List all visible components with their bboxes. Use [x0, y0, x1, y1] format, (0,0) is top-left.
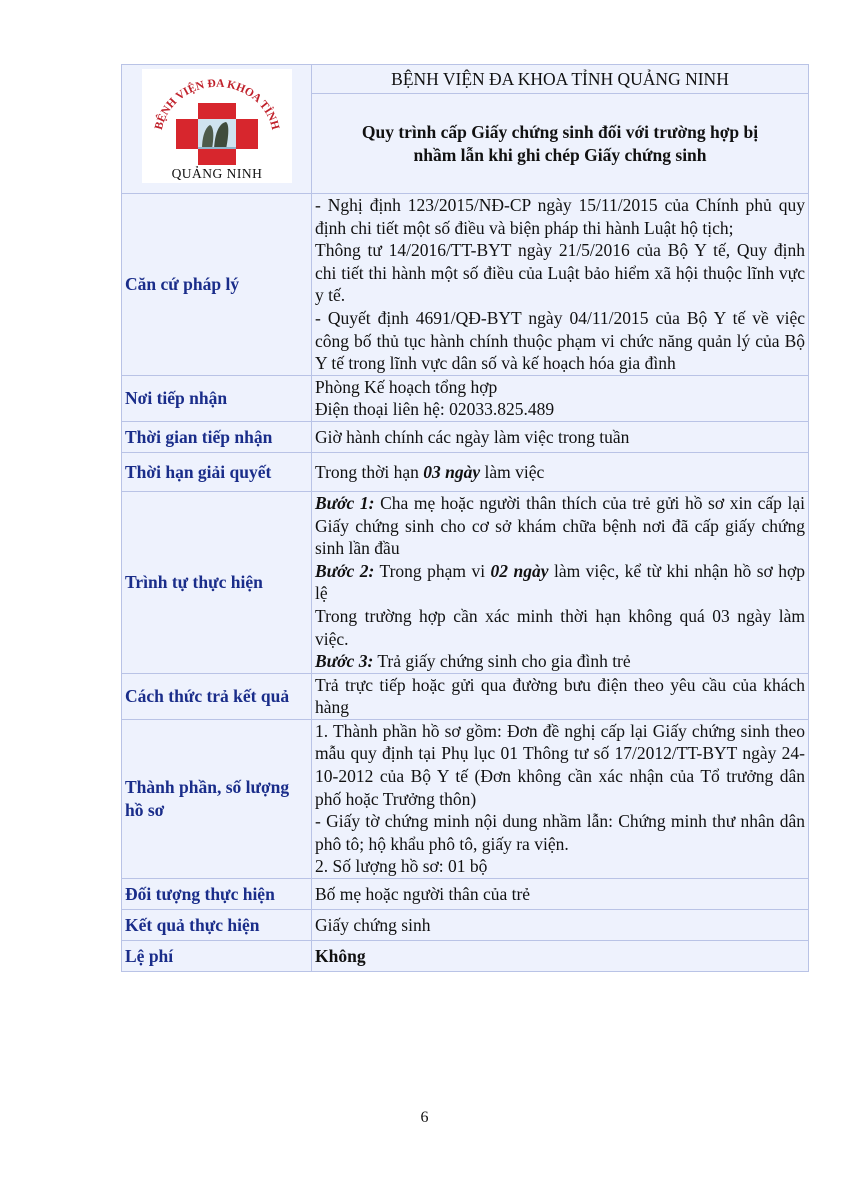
- receiving-place-label: Nơi tiếp nhận: [122, 375, 312, 421]
- subjects-value: Bố mẹ hoặc người thân của trẻ: [312, 879, 809, 910]
- legal-basis-row: [122, 194, 809, 376]
- document-title-line-1: Quy trình cấp Giấy chứng sinh đối với trường hợp bị: [361, 121, 759, 142]
- hospital-name: BỆNH VIỆN ĐA KHOA TỈNH QUẢNG NINH: [312, 65, 809, 94]
- dossier-components: 1. Thành phần hồ sơ gồm: Đơn đề nghị cấp lại Giấy chứng sinh theo mẫu quy định tại Phụ lục 01 Thông tư số 17/2012/TT-BYT ngày 24-10-2012 của Bộ Y tế (Đơn không cần xác nhận của Tổ trưởng dân phố hoặc Trưởng thôn): [315, 720, 805, 809]
- step-2-label: Bước 2:: [315, 560, 375, 581]
- dossier-label: Thành phần, số lượng hồ sơ: [122, 719, 312, 878]
- fee-value: Không: [312, 941, 809, 972]
- return-method-label: Cách thức trả kết quả: [122, 673, 312, 719]
- result-row: [122, 910, 809, 941]
- document-title-line-2: nhầm lẫn khi ghi chép Giấy chứng sinh: [413, 144, 707, 165]
- fee-row: [122, 941, 809, 972]
- hospital-logo: [122, 65, 312, 194]
- step-1-text: Cha mẹ hoặc người thân thích của trẻ gửi hồ sơ xin cấp lại Giấy chứng sinh cho cơ sở khám chữa bệnh nơi đã cấp giấy chứng sinh lần đầu: [315, 492, 805, 559]
- receiving-place-phone: Điện thoại liên hệ: 02033.825.489: [315, 399, 555, 420]
- legal-basis-value: [312, 194, 809, 376]
- procedure-table: [121, 64, 809, 972]
- procedure-row: [122, 491, 809, 673]
- receiving-place-office: Phòng Kế hoạch tổng hợp: [315, 376, 498, 397]
- return-method-row: [122, 673, 809, 719]
- legal-basis-label: Căn cứ pháp lý: [122, 194, 312, 376]
- dossier-quantity: 2. Số lượng hồ sơ: 01 bộ: [315, 856, 488, 877]
- legal-basis-line: Thông tư 14/2016/TT-BYT ngày 21/5/2016 của Bộ Y tế, Quy định chi tiết thi hành một số điều của Luật bảo hiểm xã hội thuộc lĩnh vực y tế.: [315, 240, 805, 306]
- receiving-place-row: [122, 375, 809, 421]
- step-2-suffix: làm việc, kể từ khi nhận hồ sơ hợp lệ: [315, 560, 806, 604]
- receiving-place-value: [312, 375, 809, 421]
- dossier-proof-documents: - Giấy tờ chứng minh nội dung nhầm lẫn: Chứng minh thư nhân dân phô tô; hộ khẩu phô tô, giấy ra viện.: [315, 811, 805, 854]
- result-label: Kết quả thực hiện: [122, 910, 312, 941]
- hospital-logo-icon: [142, 69, 292, 183]
- procedure-value: [312, 491, 809, 673]
- deadline-emphasis: 03 ngày: [423, 461, 481, 482]
- return-method-value: Trả trực tiếp hoặc gửi qua đường bưu điện theo yêu cầu của khách hàng: [312, 673, 809, 719]
- procedure-step-1: [315, 492, 805, 560]
- result-value: Giấy chứng sinh: [312, 910, 809, 941]
- dossier-value: [312, 719, 809, 878]
- step-2-emphasis: 02 ngày: [490, 560, 549, 581]
- legal-basis-line: - Nghị định 123/2015/NĐ-CP ngày 15/11/2015 của Chính phủ quy định chi tiết một số điều và biện pháp thi hành Luật hộ tịch;: [315, 195, 805, 238]
- step-3-label: Bước 3:: [315, 651, 374, 672]
- header-row: [122, 65, 809, 94]
- step-3-text: Trả giấy chứng sinh cho gia đình trẻ: [373, 651, 631, 672]
- dossier-row: [122, 719, 809, 878]
- deadline-suffix: làm việc: [480, 461, 545, 482]
- procedure-step-2: [315, 560, 805, 605]
- receiving-time-value: Giờ hành chính các ngày làm việc trong tuần: [312, 421, 809, 452]
- deadline-row: [122, 452, 809, 491]
- receiving-time-label: Thời gian tiếp nhận: [122, 421, 312, 452]
- procedure-step-3: [315, 650, 805, 673]
- receiving-time-row: [122, 421, 809, 452]
- fee-label: Lệ phí: [122, 941, 312, 972]
- procedure-label: Trình tự thực hiện: [122, 491, 312, 673]
- step-2-prefix: Trong phạm vi: [374, 560, 491, 581]
- subjects-row: [122, 879, 809, 910]
- deadline-value: [312, 452, 809, 491]
- page-number: 6: [420, 1109, 429, 1126]
- step-1-label: Bước 1:: [315, 492, 375, 513]
- procedure-step-2-note: Trong trường hợp cần xác minh thời hạn không quá 03 ngày làm việc.: [315, 605, 805, 649]
- logo-arc-text: BỆNH VIỆN ĐA KHOA TỈNH: [152, 77, 281, 132]
- deadline-prefix: Trong thời hạn: [315, 461, 424, 482]
- document-title: [312, 94, 809, 194]
- subjects-label: Đối tượng thực hiện: [122, 879, 312, 910]
- legal-basis-line: - Quyết định 4691/QĐ-BYT ngày 04/11/2015 của Bộ Y tế về việc công bố thủ tục hành chính thuộc phạm vi chức năng quản lý của Bộ Y tế trong lĩnh vực dân số và kế hoạch hóa gia đình: [315, 307, 805, 374]
- logo-bottom-text: QUẢNG NINH: [171, 166, 262, 182]
- deadline-label: Thời hạn giải quyết: [122, 452, 312, 491]
